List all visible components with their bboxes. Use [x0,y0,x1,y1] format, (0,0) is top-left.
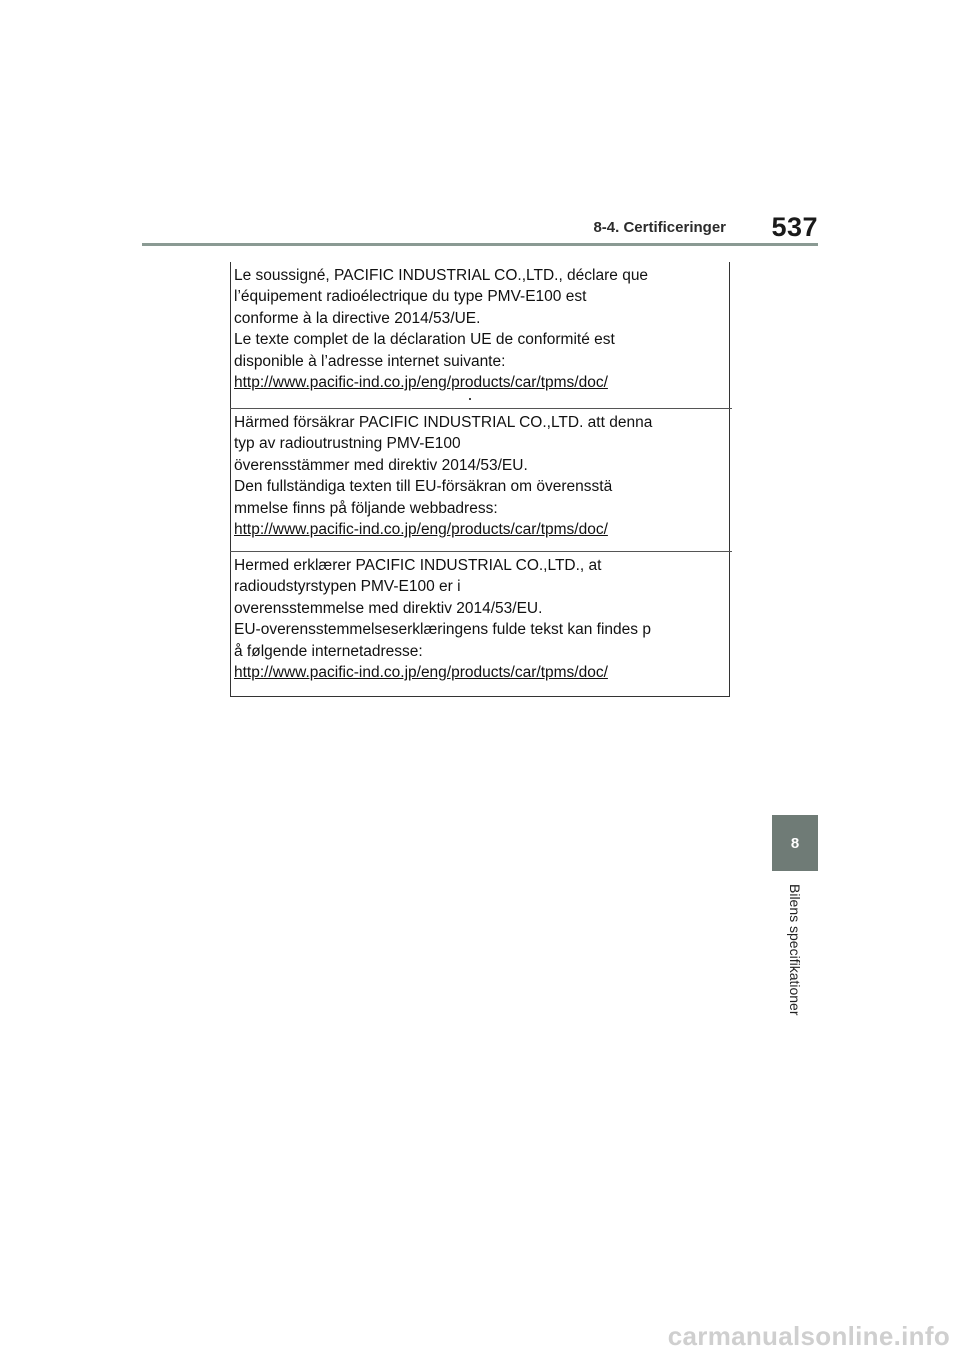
declaration-line: Hermed erklærer PACIFIC INDUSTRIAL CO.,LTD., at [234,557,602,574]
stray-dot [469,398,471,400]
header-divider [142,243,818,246]
declaration-line: disponible à l’adresse internet suivante: [234,352,506,370]
section-divider [230,408,732,409]
declaration-danish [231,555,731,683]
declaration-line: mmelse finns på följande webbadress: [234,499,498,517]
declaration-line: typ av radioutrustning PMV-E100 [234,435,461,453]
watermark: carmanualsonline.info [667,1321,950,1351]
section-divider [230,551,732,552]
declaration-line: å følgende internetadresse: [234,642,423,660]
page-header [142,212,818,246]
declaration-line: l’équipement radioélectrique du type PMV-E100 est [234,288,587,306]
declaration-line: radioudstyrstypen PMV-E100 er i [234,578,461,596]
declaration-line: conforme à la directive 2014/53/UE. [234,309,481,327]
declaration-line: Le soussigné, PACIFIC INDUSTRIAL CO.,LTD., déclare que [234,267,649,284]
declaration-french [231,265,731,393]
chapter-title: Bilens specifikationer [787,884,803,1016]
page-number: 537 [771,212,818,242]
declaration-line: EU-overensstemmelseserklæringens fulde tekst kan findes p [234,621,651,639]
declaration-url-link[interactable]: http://www.pacific-ind.co.jp/eng/products/car/tpms/doc/ [234,664,608,682]
declaration-line: overensstemmelse med direktiv 2014/53/EU. [234,599,543,617]
declaration-line: Härmed försäkrar PACIFIC INDUSTRIAL CO.,LTD. att denna [234,414,653,431]
declaration-url-link[interactable]: http://www.pacific-ind.co.jp/eng/products/car/tpms/doc/ [234,521,608,539]
declaration-line: överensstämmer med direktiv 2014/53/EU. [234,456,528,474]
chapter-tab [772,815,818,871]
chapter-number: 8 [790,834,800,852]
section-title: 8-4. Certificeringer [593,219,726,236]
declaration-line: Den fullständiga texten till EU-försäkran om överensstä [234,478,613,496]
declaration-box [230,262,730,697]
declaration-url-link[interactable]: http://www.pacific-ind.co.jp/eng/products/car/tpms/doc/ [234,374,608,392]
declaration-swedish [231,412,731,540]
declaration-line: Le texte complet de la déclaration UE de conformité est [234,331,615,349]
